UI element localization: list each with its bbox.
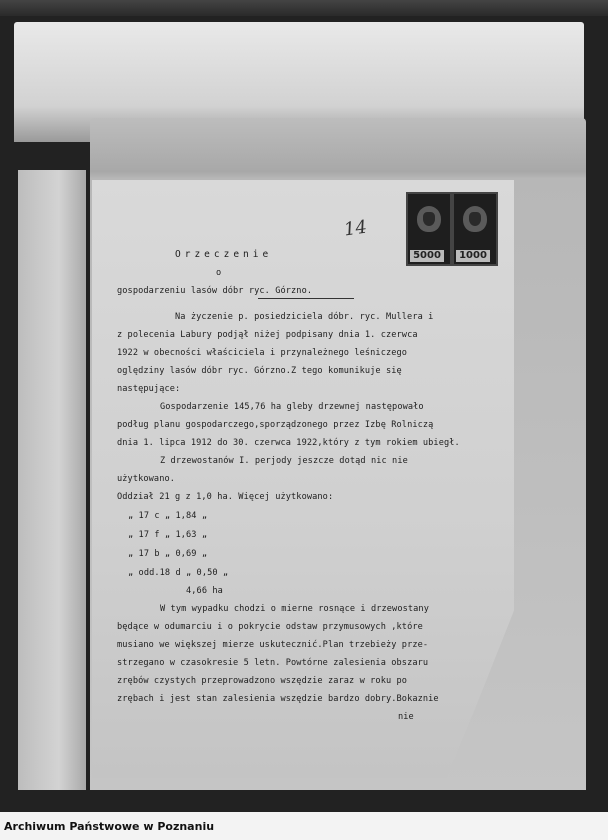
stamp-value: 1000 bbox=[456, 250, 490, 262]
body-line: „ 17 b „ 0,69 „ bbox=[128, 549, 208, 559]
catchword: nie bbox=[398, 712, 414, 722]
body-line: Z drzewostanów I. perjody jeszcze dotąd nic nie bbox=[160, 456, 408, 466]
body-line: „ odd.18 d „ 0,50 „ bbox=[128, 568, 229, 578]
scan-top-edge bbox=[0, 0, 608, 16]
body-line: W tym wypadku chodzi o mierne rosnące i drzewostany bbox=[160, 604, 429, 614]
body-line: będące w odumarciu i o pokrycie odstaw przymusowych ,które bbox=[117, 622, 423, 632]
body-line: Oddział 21 g z 1,0 ha. Więcej użytkowano: bbox=[117, 492, 334, 502]
body-line: 4,66 ha bbox=[186, 586, 223, 596]
document-subject: gospodarzeniu lasów dóbr ryc. Górzno. bbox=[117, 286, 313, 296]
folio-number: 14 bbox=[342, 216, 369, 241]
revenue-stamp bbox=[406, 192, 452, 266]
body-line: musiano we większej mierze uskutecznić.Plan trzebieży prze- bbox=[117, 640, 429, 650]
body-line: następujące: bbox=[117, 384, 181, 394]
stamp-value: 5000 bbox=[410, 250, 444, 262]
body-line: „ 17 f „ 1,63 „ bbox=[128, 530, 208, 540]
body-line: Gospodarzenie 145,76 ha gleby drzewnej następowało bbox=[160, 402, 424, 412]
body-line: dnia 1. lipca 1912 do 30. czerwca 1922,który z tym rokiem ubiegł. bbox=[117, 438, 460, 448]
title-connector: o bbox=[216, 268, 222, 278]
left-sheet bbox=[18, 170, 86, 790]
archive-footer bbox=[0, 812, 608, 840]
body-line: podług planu gospodarczego,sporządzonego przez Izbę Rolniczą bbox=[117, 420, 434, 430]
document-title: Orzeczenie bbox=[175, 249, 273, 260]
archive-name: Archiwum Państwowe w Poznaniu bbox=[4, 820, 215, 833]
body-line: zrębach i jest stan zalesienia wszędzie bardzo dobry.Bokaznie bbox=[117, 694, 439, 704]
eagle-icon bbox=[417, 206, 441, 232]
body-line: zrębów czystych przeprowadzono wszędzie zaraz w roku po bbox=[117, 676, 408, 686]
body-line: „ 17 c „ 1,84 „ bbox=[128, 511, 208, 521]
body-line: 1922 w obecności właściciela i przynależnego leśniczego bbox=[117, 348, 408, 358]
body-line: użytkowano. bbox=[117, 474, 176, 484]
revenue-stamp bbox=[452, 192, 498, 266]
eagle-icon bbox=[463, 206, 487, 232]
body-line: Na życzenie p. posiedziciela dóbr. ryc. Mullera i bbox=[175, 312, 434, 322]
body-line: oględziny lasów dóbr ryc. Górzno.Z tego komunikuje się bbox=[117, 366, 402, 376]
subject-underline bbox=[258, 298, 354, 299]
body-line: z polecenia Labury podjął niżej podpisany dnia 1. czerwca bbox=[117, 330, 418, 340]
body-line: strzegano w czasokresie 5 letn. Powtórne zalesienia obszaru bbox=[117, 658, 429, 668]
